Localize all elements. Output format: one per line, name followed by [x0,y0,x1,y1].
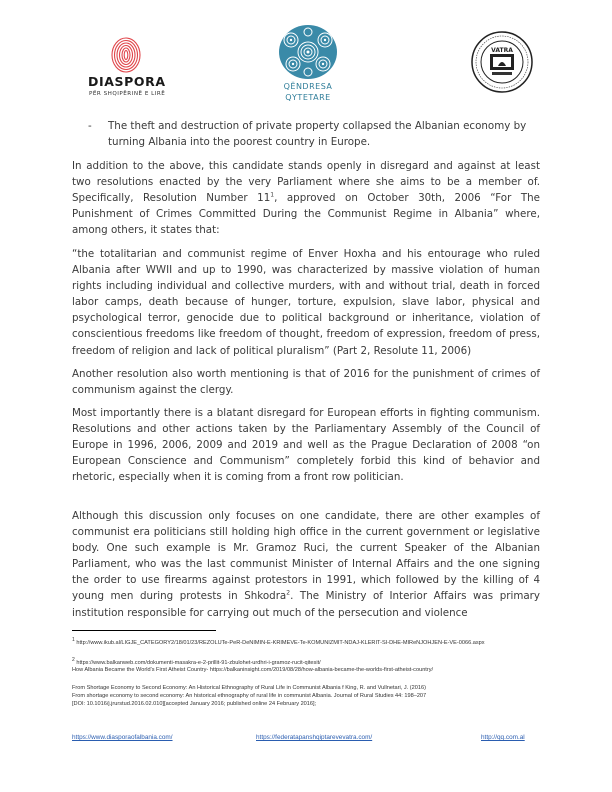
footnote-source: [DOI: 10.1016/j.jrurstud.2016.02.010][accepted January 2016; published online 24 February 2016]; [72,701,317,707]
footnote-link[interactable]: https://www.balkanweb.com/dokumenti-masakra-e-2-prillit-91-zbulohet-urdhri-i-gramoz-rucit-qitesit/ [76,659,321,666]
vatra-seal-logo [470,30,534,94]
paragraph-text: Although this discussion only focuses on one candidate, there are other examples of communist era politicians still holding high office in the current government or legislative body. One such example is Mr. Gramoz Ruci, the current Speaker of the Albanian Parliament, who was the last communist Minister of Internal Affairs and the one signing the order to use firearms against protestors in 1991, which followed by the killing of 4 young men during protests in Shkodra [72,510,540,603]
footnote-source: How Albania Became the World’s First Atheist Country- https://balkaninsight.com/2019/08/28/how-albania-became-the-worlds-first-atheist-country/ [72,667,434,673]
footnote-link[interactable]: http://www.ikub.al/LIGJE_CATEGORY2/18/01/23/REZOLUTe-PeR-DeNIMIN-E-KRIMEVE-Te-KOMUNIZMIT-NDAJ-KLERIT-SI-DHE-MIReNJOHJEN-E-VE-0066.aspx [76,639,485,646]
footnote-ref-2[interactable]: 2 [286,590,291,598]
diaspora-logo [88,36,168,100]
footnote-number: 2 [72,657,75,663]
circular-pattern-icon [277,24,339,80]
footnote-source: From shortage economy to second economy: An historical ethnography of rural life in communist Albania. Journal of Rural Studies 44: 198–207 [72,693,427,699]
footnote-number: 1 [72,637,75,643]
footnote-1 [72,636,542,647]
diaspora-tagline: PËR SHQIPËRINË E LIRË [89,91,166,97]
seal-icon [470,30,534,94]
footer-link-vatra[interactable]: https://federatapanshqiptarevevatra.com/ [256,734,373,741]
bullet-text: The theft and destruction of private property collapsed the Albanian economy by turning Albania into the poorest country in Europe. [108,120,527,149]
vatra-text: VATRA [491,47,513,54]
diaspora-name: DIASPORA [88,74,166,89]
paragraph-text: . The Ministry of Interior Affairs was primary institution responsible for carrying out much of the persecution and violence [72,590,540,619]
paragraph-resolutions [72,158,540,238]
paragraph-european-efforts: Most importantly there is a blatant disregard for European efforts in fighting communism. Resolutions and other actions taken by the Parliamentary Assembly of the Council of Europe in 1996, 2006, 2009 and 2019 and well as the Prague Declaration of 2008 “on European Conscience and Communism” completely forbid this kind of behavior and rhetoric, especially when it is coming from a front row politician. [72,407,540,484]
paragraph-other-examples [72,508,540,621]
footnote-source: From Shortage Economy to Second Economy: An Historical Ethnography of Rural Life in Communist Albania f King, R. and Vullnetari, J. (2016) [72,685,426,691]
footer-link-diaspora[interactable]: https://www.diasporaofalbania.com/ [72,734,173,741]
footer-link-qq[interactable]: http://qq.com.al [481,734,525,741]
paragraph-text: , approved on October 30th, 2006 “For The Punishment of Crimes Committed During the Communist Regime in Albania” where, among others, it states that: [72,192,540,237]
qendresa-logo [268,24,348,104]
footnote-ref-1[interactable]: 1 [270,191,275,199]
qendresa-line2: QYTETARE [285,93,331,102]
qendresa-line1: QËNDRESA [283,82,333,91]
resolution-quote: “the totalitarian and communist regime of Enver Hoxha and his entourage who ruled Albania after WWII and up to 1990, was characterized by massive violation of human rights including individual and collective murders, with and without trial, death in forced labor camps, death because of hunger, torture, expulsion, slave labor, physical and psychological terror, genocide due to political background or inheritance, violation of conscientious freedoms like freedom of thought, freedom of expression, freedom of press, freedom of religion and lack of political pluralism” (Part 2, Resolute 11, 2006) [72,248,540,357]
fingerprint-icon [106,36,146,74]
paragraph-text: In addition to the above, this candidate stands openly in disregard and against at least two resolutions enacted by the very Parliament where she aims to be a member of. Specifically, Resolution Number 11 [72,160,540,205]
paragraph-clergy: Another resolution also worth mentioning is that of 2016 for the punishment of crimes of communism against the clergy. [72,368,540,397]
footnote-separator [72,630,216,631]
bullet-marker: - [88,120,92,132]
